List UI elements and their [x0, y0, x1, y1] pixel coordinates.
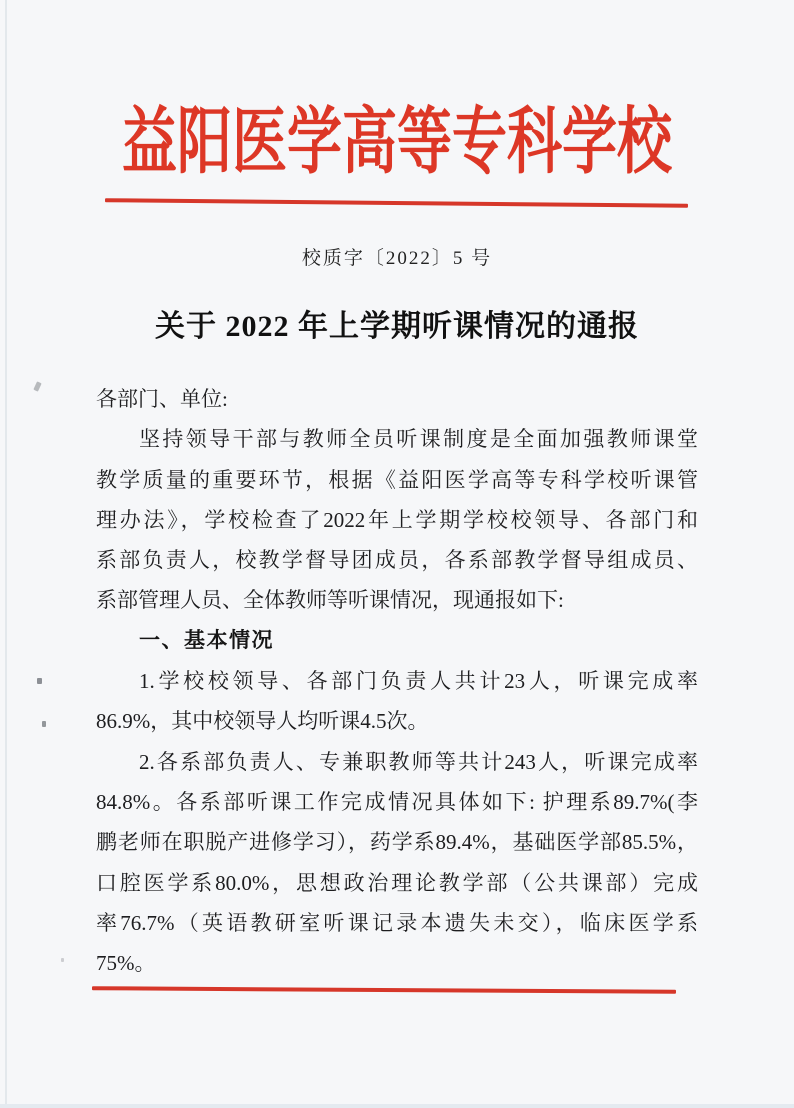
scan-speck [42, 721, 46, 727]
document-number: 校质字〔2022〕5 号 [301, 248, 493, 269]
school-name-text: 益阳医学高等专科学校 [121, 101, 672, 183]
body-line: 口腔医学系80.0%，思想政治理论教学部（公共课部）完成 [96, 870, 698, 895]
body-line: 86.9%，其中校领导人均听课4.5次。 [96, 709, 429, 734]
body-line: 坚持领导干部与教师全员听课制度是全面加强教师课堂 [139, 427, 698, 452]
scan-speck [33, 381, 41, 391]
body-line: 系部管理人员、全体教师等听课情况，现通报如下: [96, 588, 564, 613]
header-red-rule [105, 198, 688, 208]
body-line: 理办法》，学校检查了2022年上学期学校校领导、各部门和 [96, 507, 698, 532]
notice-title: 关于 2022 年上学期听课情况的通报 [155, 310, 639, 343]
school-name-banner [0, 96, 794, 183]
notice-body [96, 379, 698, 983]
body-line: 鹏老师在职脱产进修学习），药学系89.4%，基础医学部85.5%， [96, 830, 698, 855]
body-line: 系部负责人，校教学督导团成员，各系部教学督导组成员、 [96, 548, 698, 573]
footer-red-rule [92, 986, 676, 993]
scan-speck [61, 958, 64, 962]
body-line: 84.8%。各系部听课工作完成情况具体如下: 护理系89.7%(李 [96, 789, 698, 814]
scan-speck [37, 678, 42, 684]
body-line: 2.各系部负责人、专兼职教师等共计243人，听课完成率 [139, 749, 698, 774]
section-heading: 一、基本情况 [139, 628, 274, 652]
body-line-salutation: 各部门、单位: [96, 387, 228, 411]
page-edge-shadow-bottom [0, 1104, 794, 1108]
body-line: 1.学校校领导、各部门负责人共计23人，听课完成率 [139, 669, 698, 694]
body-line: 率76.7%（英语教研室听课记录本遗失未交），临床医学系 [96, 910, 698, 935]
body-line: 教学质量的重要环节，根据《益阳医学高等专科学校听课管 [96, 467, 698, 492]
body-line: 75%。 [96, 951, 156, 976]
